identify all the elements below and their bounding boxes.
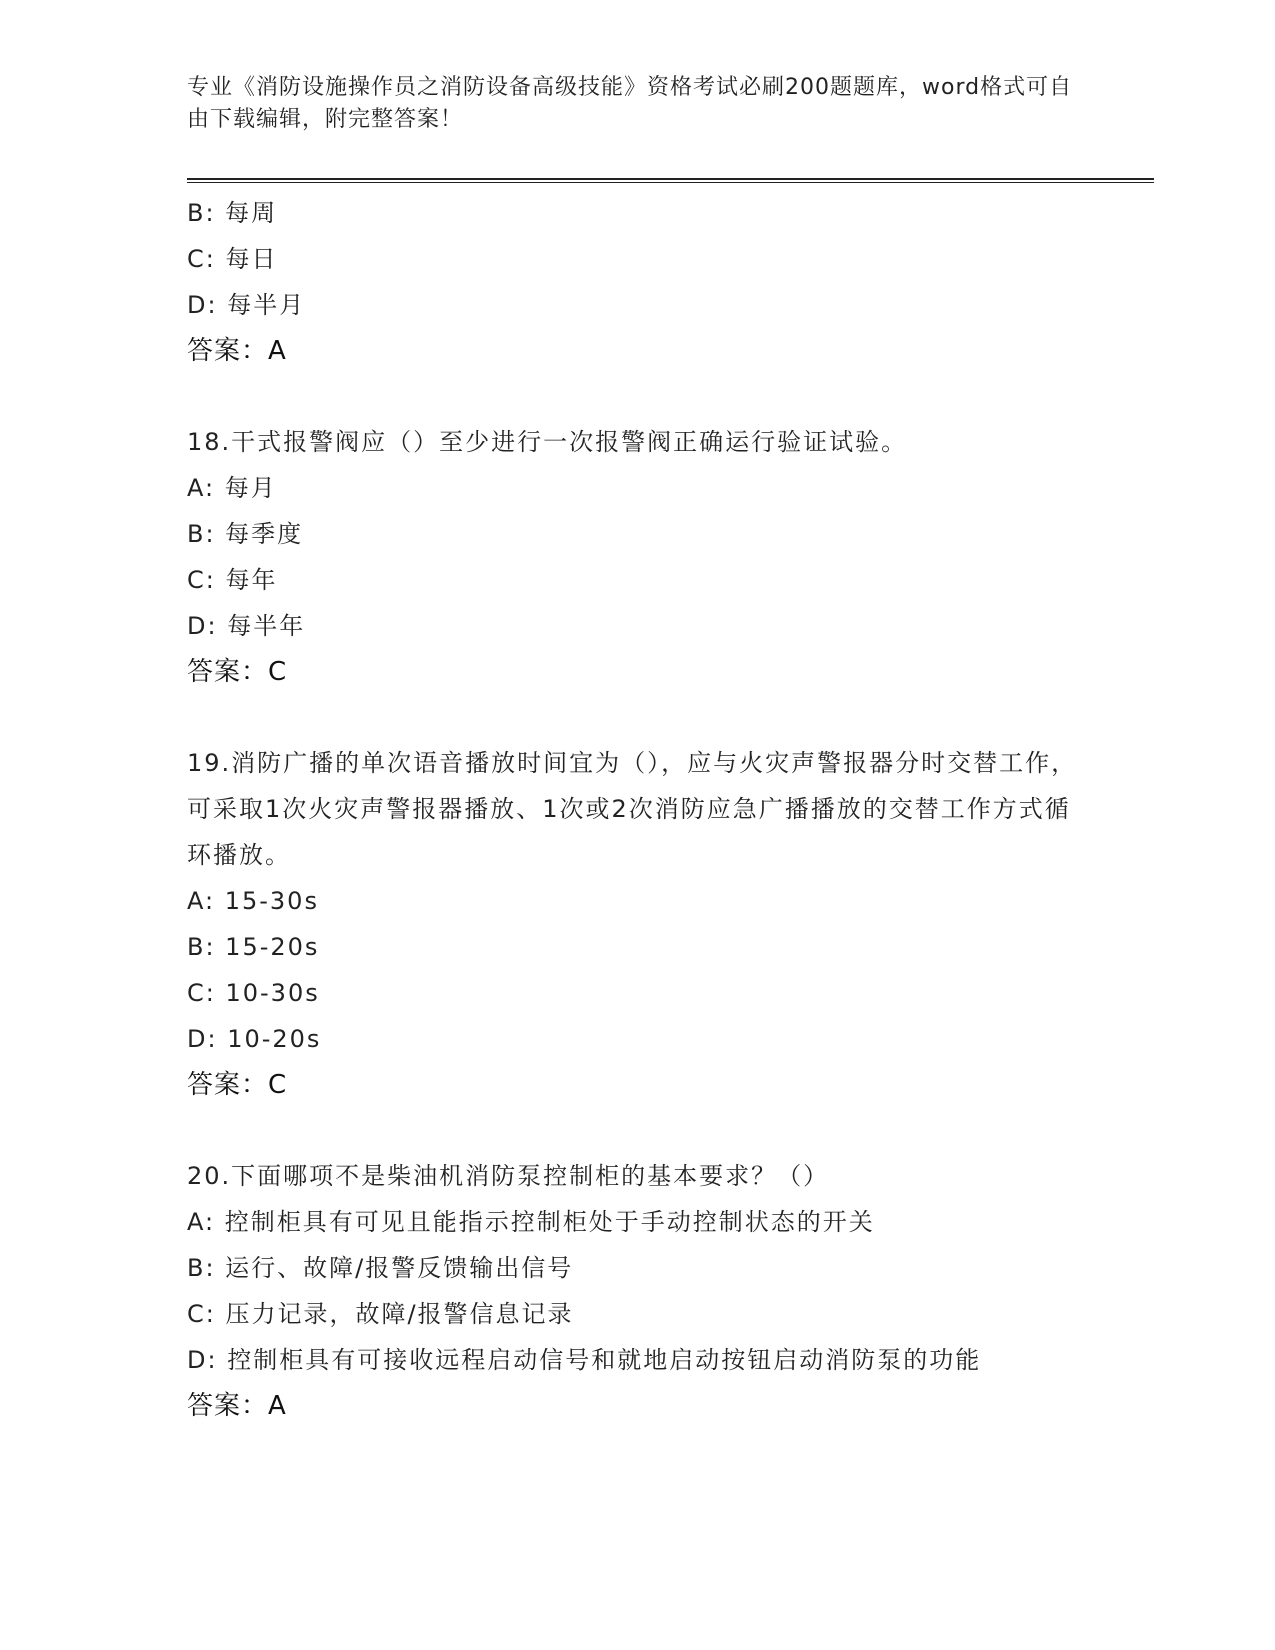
option-d: D: 10-20s <box>187 1025 322 1053</box>
option-b: B: 每季度 <box>187 520 304 548</box>
question-text: 20.下面哪项不是柴油机消防泵控制柜的基本要求？（） <box>187 1162 830 1190</box>
option-c: C: 每年 <box>187 566 278 594</box>
header-rule-thick <box>187 178 1154 180</box>
spacer <box>187 695 1087 740</box>
question-list <box>187 190 1087 1429</box>
question-text: 18.干式报警阀应（）至少进行一次报警阀正确运行验证试验。 <box>187 428 908 456</box>
option-d: D: 每半月 <box>187 291 306 319</box>
question-18 <box>187 419 1087 695</box>
option-a: A: 每月 <box>187 474 277 502</box>
option-c: C: 压力记录，故障/报警信息记录 <box>187 1300 574 1328</box>
option-b: B: 每周 <box>187 199 278 227</box>
answer: 答案：A <box>187 336 287 366</box>
option-c: C: 每日 <box>187 245 278 273</box>
spacer <box>187 374 1087 419</box>
header-rule-thin <box>187 182 1154 183</box>
option-b: B: 15-20s <box>187 933 320 961</box>
answer: 答案：C <box>187 657 288 687</box>
option-d: D: 控制柜具有可接收远程启动信号和就地启动按钮启动消防泵的功能 <box>187 1346 982 1374</box>
question-19 <box>187 740 1087 1108</box>
spacer <box>187 1108 1087 1153</box>
answer: 答案：A <box>187 1391 287 1421</box>
question-text: 19.消防广播的单次语音播放时间宜为（），应与火灾声警报器分时交替工作，可采取1次火灾声警报器播放、1次或2次消防应急广播播放的交替工作方式循环播放。 <box>187 749 1078 869</box>
option-a: A: 15-30s <box>187 887 319 915</box>
option-b: B: 运行、故障/报警反馈输出信号 <box>187 1254 574 1282</box>
option-a: A: 控制柜具有可见且能指示控制柜处于手动控制状态的开关 <box>187 1208 875 1236</box>
question-17-fragment <box>187 190 1087 374</box>
question-20 <box>187 1153 1087 1429</box>
option-c: C: 10-30s <box>187 979 320 1007</box>
option-d: D: 每半年 <box>187 612 306 640</box>
page-header: 专业《消防设施操作员之消防设备高级技能》资格考试必刷200题题库，word格式可自由下载编辑，附完整答案！ <box>187 75 1073 132</box>
answer: 答案：C <box>187 1070 288 1100</box>
